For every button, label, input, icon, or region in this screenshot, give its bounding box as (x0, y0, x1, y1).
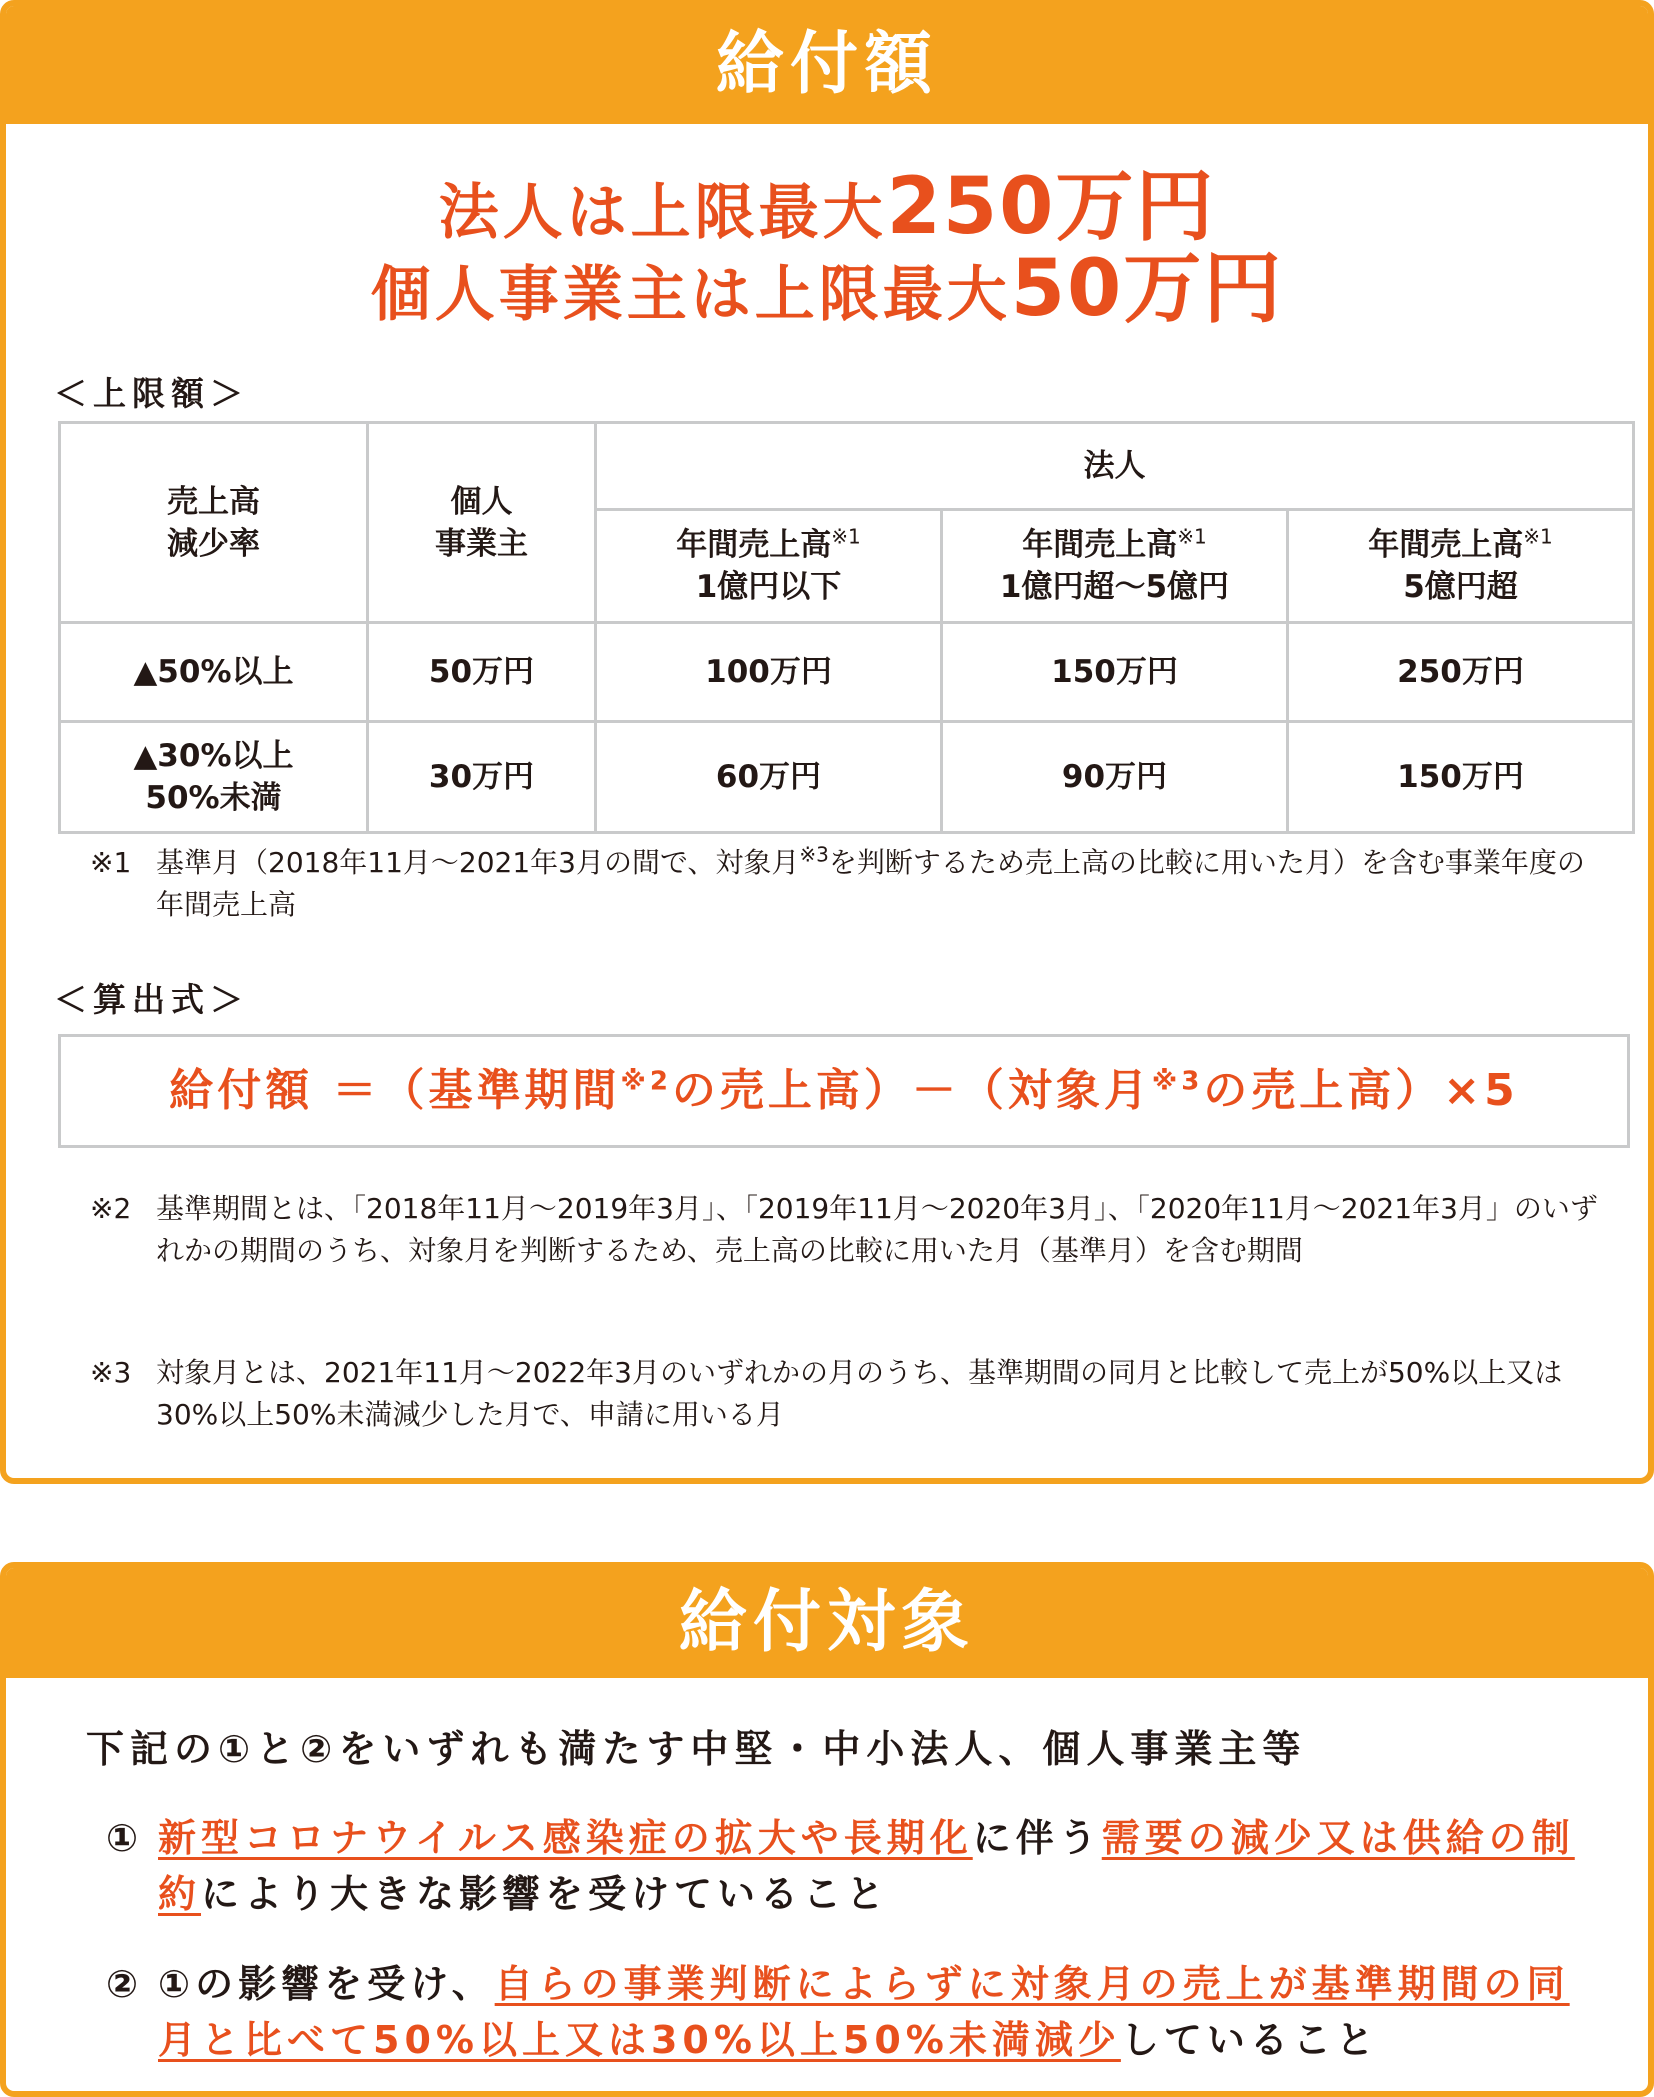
footnote-mark: ※1 (90, 846, 132, 879)
subheader-corp-2 (942, 510, 1288, 623)
condition-plain: に伴う (972, 1816, 1102, 1860)
table-row (60, 623, 1634, 721)
formula-part-b: の売上高）－（対象月 (671, 1065, 1152, 1116)
formula-part-a: 給付額 ＝（基準期間 (169, 1065, 621, 1116)
row-individual-amount: 50万円 (368, 623, 596, 721)
footnote-ref: ※3 (1151, 1066, 1204, 1097)
footnote-text-a: 基準月（2018年11月～2021年3月の間で、対象月 (156, 846, 800, 879)
formula-box (58, 1034, 1630, 1148)
row-rate: ▲30%以上 50%未満 (60, 721, 368, 832)
condition-highlight: 需要の減少又は供給の制約 (158, 1816, 1575, 1916)
subheader-label: 年間売上高 (1368, 527, 1524, 564)
row-corp-3-amount: 150万円 (1288, 721, 1634, 832)
footnote-mark: ※3 (90, 1356, 132, 1389)
condition-plain: ①の影響を受け、 (158, 1962, 495, 2006)
footnote-2 (90, 1188, 1610, 1272)
subheader-corp-3 (1288, 510, 1634, 623)
footnote-3 (90, 1352, 1610, 1436)
footnote-mark: ※2 (90, 1192, 132, 1225)
row-corp-2-amount: 90万円 (942, 721, 1288, 832)
condition-plain: により大きな影響を受けていること (201, 1872, 890, 1916)
row-corp-1-amount: 60万円 (596, 721, 942, 832)
footnote-ref: ※2 (620, 1066, 672, 1097)
corp-headline-amount: 250万円 (886, 162, 1216, 252)
subheader-range: 1億円以下 (695, 569, 842, 606)
formula-part-c: の売上高）×5 (1203, 1065, 1519, 1116)
header-individual: 個人 事業主 (368, 423, 596, 623)
header-sales-decline-rate: 売上高 減少率 (60, 423, 368, 623)
subheader-label: 年間売上高 (1022, 527, 1178, 564)
condition-text (158, 1810, 1586, 1922)
condition-plain: していること (1120, 2018, 1379, 2062)
footnote-text: 基準期間とは、「2018年11月～2019年3月」、「2019年11月～2020年3月」、「2020年11月～2021年3月」のいずれかの期間のうち、対象月を判断するため、売上高の比較に用いた月（基準月）を含む期間 (156, 1192, 1598, 1267)
condition-highlight: 新型コロナウイルス感染症の拡大や長期化 (158, 1816, 973, 1860)
table-row (60, 721, 1634, 832)
formula-label: ＜算出式＞ (54, 980, 249, 1019)
footnote-text (156, 842, 1610, 926)
row-corp-3-amount: 250万円 (1288, 623, 1634, 721)
condition-highlight: 自らの事業判断によらずに対象月の売上が基準期間の同月と比べて50%以上又は30%以上50%未満減少 (158, 1962, 1570, 2062)
condition-1 (106, 1810, 1586, 1922)
indiv-headline-prefix: 個人事業主は上限最大 (370, 260, 1011, 330)
footnote-ref: ※3 (799, 842, 829, 867)
footnote-ref: ※1 (1177, 524, 1207, 549)
subheader-range: 5億円超 (1403, 569, 1518, 606)
condition-text (158, 1956, 1586, 2068)
indiv-headline (6, 226, 1648, 338)
row-rate: ▲50%以上 (60, 623, 368, 721)
limits-label: ＜上限額＞ (54, 374, 249, 413)
corp-headline-prefix: 法人は上限最大 (438, 178, 887, 248)
footnote-ref: ※1 (831, 524, 861, 549)
amount-title: 給付額 (6, 6, 1648, 124)
subheader-corp-1 (596, 510, 942, 623)
condition-number: ① (106, 1816, 144, 1860)
limits-table (58, 421, 1635, 834)
condition-2 (106, 1956, 1586, 2068)
target-title: 給付対象 (6, 1568, 1648, 1678)
footnote-1 (90, 842, 1610, 926)
target-lead: 下記の①と②をいずれも満たす中堅・中小法人、個人事業主等 (86, 1727, 1307, 1771)
header-corporation: 法人 (596, 423, 1634, 510)
condition-number: ② (106, 1962, 144, 2006)
row-individual-amount: 30万円 (368, 721, 596, 832)
footnote-text-b: を判断するため売上高の比較に用いた月）を含む事業年度の年間売上高 (156, 846, 1585, 921)
footnote-text: 対象月とは、2021年11月～2022年3月のいずれかの月のうち、基準期間の同月と比較して売上が50%以上又は30%以上50%未満減少した月で、申請に用いる月 (156, 1356, 1563, 1431)
target-panel (0, 1562, 1654, 2097)
indiv-headline-amount: 50万円 (1010, 244, 1284, 334)
footnote-ref: ※1 (1523, 524, 1553, 549)
row-corp-2-amount: 150万円 (942, 623, 1288, 721)
subheader-label: 年間売上高 (676, 527, 832, 564)
subheader-range: 1億円超～5億円 (999, 569, 1230, 606)
row-corp-1-amount: 100万円 (596, 623, 942, 721)
